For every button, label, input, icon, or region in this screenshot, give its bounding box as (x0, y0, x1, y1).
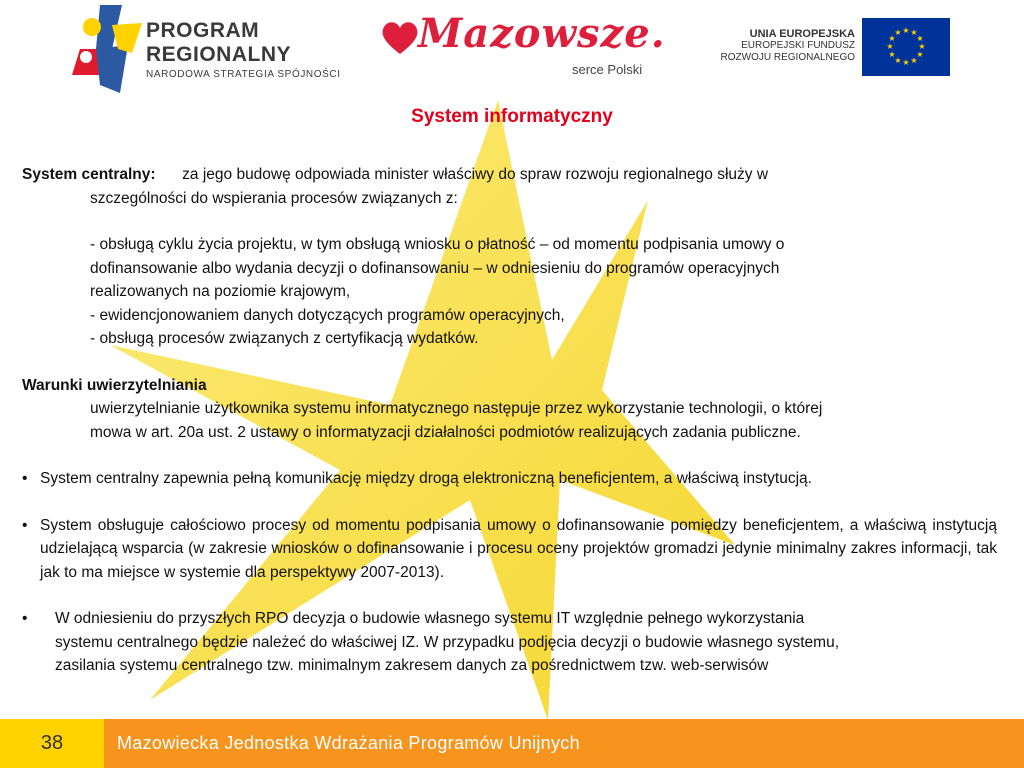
eu-flag-icon (862, 18, 950, 76)
authentication-line-2: mowa w art. 20a ust. 2 ustawy o informatyzacji działalności podmiotów realizujących zadania publiczne. (90, 423, 801, 441)
program-regionalny-text (146, 19, 341, 80)
svg-text:★: ★ (894, 28, 902, 37)
svg-text:★: ★ (916, 34, 924, 43)
slide-title: System informatyczny (411, 106, 613, 127)
central-system-label: System centralny: (22, 166, 156, 183)
eu-text (721, 28, 855, 64)
bullet-dot: • (22, 470, 28, 487)
footer-organization: Mazowiecka Jednostka Wdrażania Programów Unijnych (117, 733, 580, 753)
svg-text:★: ★ (888, 34, 896, 43)
bullet-item (22, 467, 997, 491)
mazowsze-wordmark: Mazowsze. (418, 10, 666, 57)
authentication-label: Warunki uwierzytelniania (22, 376, 207, 394)
svg-text:★: ★ (910, 56, 918, 65)
process-item-3: - obsługą procesów związanych z certyfikacją wydatków. (90, 330, 479, 347)
central-system-paragraph (22, 163, 997, 187)
svg-text:★: ★ (902, 58, 910, 67)
future-rpo-line-3: zasilania systemu centralnego tzw. minimalnym zakresem danych za pośrednictwem tzw. web-serwisów (55, 657, 769, 674)
bullet-item (22, 607, 997, 678)
future-rpo-line-1: W odniesieniu do przyszłych RPO decyzja o budowie własnego systemu IT względnie pełnego wykorzystania (55, 610, 805, 627)
program-regionalny-logo (72, 5, 372, 95)
svg-text:★: ★ (916, 50, 924, 59)
svg-text:★: ★ (918, 42, 926, 51)
svg-text:★: ★ (886, 42, 894, 51)
svg-text:★: ★ (888, 50, 896, 59)
eu-regional-line: ROZWOJU REGIONALNEGO (720, 52, 855, 63)
central-system-intro: za jego budowę odpowiada minister właściwy do spraw rozwoju regionalnego służy w (182, 166, 769, 183)
heart-icon (380, 18, 420, 58)
slide-body (22, 163, 997, 678)
process-item-1-line-3: realizowanych na poziomie krajowym, (90, 283, 351, 300)
bullet-dot: • (22, 610, 28, 627)
eu-logo (700, 18, 950, 80)
regionalny-line: REGIONALNY (146, 43, 292, 66)
process-item-1-line-2: dofinansowanie albo wydania decyzji o dofinansowaniu – w odniesieniu do programów operacyjnych (90, 259, 780, 277)
program-subtitle: NARODOWA STRATEGIA SPÓJNOŚCI (146, 69, 341, 80)
bullet-item (22, 514, 997, 585)
mazowsze-tagline: serce Polski (572, 62, 643, 77)
eu-fund-line: EUROPEJSKI FUNDUSZ (741, 40, 855, 51)
central-system-intro-continued: szczególności do wspierania procesów związanych z: (90, 189, 458, 207)
bullet-text-communication: System centralny zapewnia pełną komunikację między drogą elektroniczną beneficjentem, a właściwą instytucją. (40, 470, 812, 487)
eu-title: UNIA EUROPEJSKA (749, 28, 855, 40)
bullet-text-processes: System obsługuje całościowo procesy od momentu podpisania umowy o dofinansowanie pomiędzy beneficjentem, a właściwą instytucją udzielającą wsparcia (w zakresie wniosków o dofinansowanie i procesu oceny projektów gromadzi jedynie minimalny zakres informacji, tak jak to ma miejsce w systemie dla perspektywy 2007-2013). (40, 516, 997, 581)
bullet-text-future-rpo (55, 607, 997, 678)
svg-text:★: ★ (902, 26, 910, 35)
process-item-1-line-1: - obsługą cyklu życia projektu, w tym obsługą wniosku o płatność – od momentu podpisania umowy o (90, 236, 785, 253)
page-number: 38 (0, 719, 104, 768)
bullet-dot: • (22, 516, 28, 534)
process-item-2: - ewidencjonowaniem danych dotyczących programów operacyjnych, (90, 306, 565, 324)
footer-bar (0, 719, 1024, 768)
svg-text:★: ★ (894, 56, 902, 65)
program-regionalny-emblem-icon (72, 5, 142, 93)
mazowsze-logo (380, 10, 670, 84)
authentication-line-1: uwierzytelnianie użytkownika systemu informatycznego następuje przez wykorzystanie technologii, o której (90, 400, 823, 417)
svg-text:★: ★ (910, 28, 918, 37)
program-line: PROGRAM (146, 19, 260, 42)
future-rpo-line-2: systemu centralnego będzie należeć do właściwej IZ. W przypadku podjęcia decyzji o budowie własnego systemu, (55, 633, 840, 651)
